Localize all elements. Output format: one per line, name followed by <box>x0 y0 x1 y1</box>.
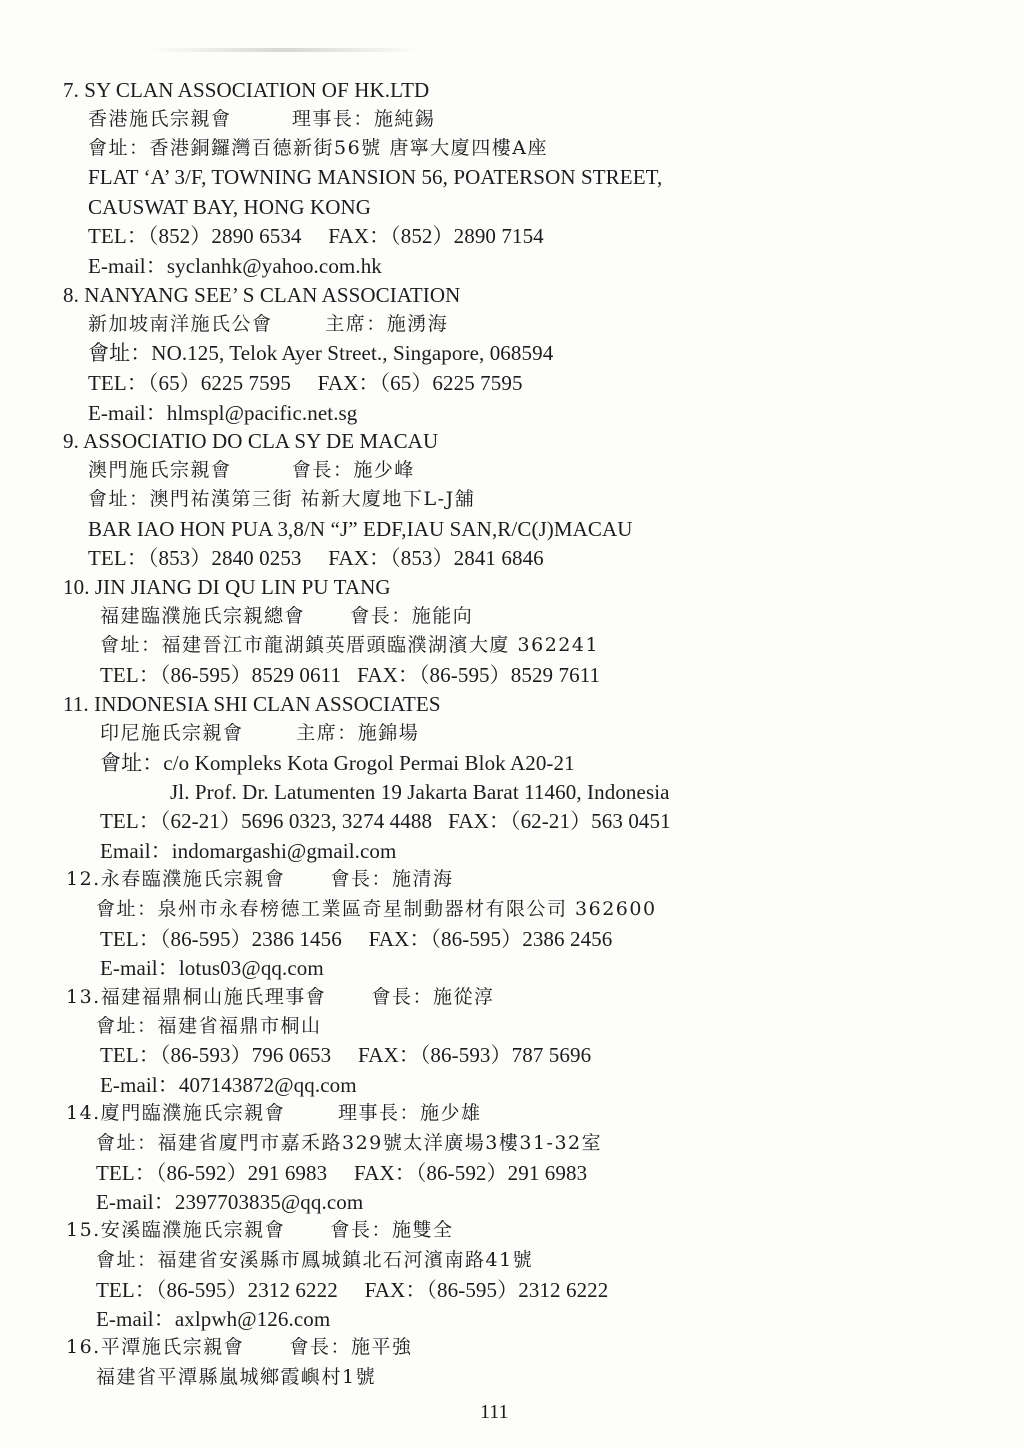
entry-address: 會址：福建省福鼎市桐山 <box>96 1015 322 1037</box>
entry-name-chair: 香港施氏宗親會 理事長：施純錫 <box>88 108 436 130</box>
entry-tel-fax: TEL：（65）6225 7595 FAX：（65）6225 7595 <box>88 371 523 395</box>
entry-tel-fax: TEL：（62-21）5696 0323, 3274 4488 FAX：（62-21）563 0451 <box>100 809 671 833</box>
entry-email: E-mail：axlpwh@126.com <box>96 1307 331 1331</box>
entry-address: 福建省平潭縣嵐城鄉霞嶼村1號 <box>96 1366 377 1388</box>
page-number: 111 <box>480 1401 509 1423</box>
entry-address-cont: Jl. Prof. Dr. Latumenten 19 Jakarta Barat 11460, Indonesia <box>170 780 670 804</box>
entry-heading: 12.永春臨濮施氏宗親會 會長：施清海 <box>66 868 454 890</box>
entry-address-en: FLAT ‘A’ 3/F, TOWNING MANSION 56, POATERSON STREET, <box>88 165 663 189</box>
entry-email: E-mail：hlmspl@pacific.net.sg <box>88 401 358 425</box>
entry-heading: 16.平潭施氏宗親會 會長：施平強 <box>66 1336 413 1358</box>
entry-heading: 8. NANYANG SEE’ S CLAN ASSOCIATION <box>63 283 461 307</box>
entry-heading: 11. INDONESIA SHI CLAN ASSOCIATES <box>63 692 441 716</box>
entry-email: E-mail：407143872@qq.com <box>100 1073 357 1097</box>
entry-email: Email：indomargashi@gmail.com <box>100 839 397 863</box>
entry-heading: 10. JIN JIANG DI QU LIN PU TANG <box>63 575 391 599</box>
entry-tel-fax: TEL：（853）2840 0253 FAX：（853）2841 6846 <box>88 546 544 570</box>
scan-artifact <box>150 48 420 52</box>
entry-tel-fax: TEL：（86-593）796 0653 FAX：（86-593）787 5696 <box>100 1043 592 1067</box>
entry-heading: 14.廈門臨濮施氏宗親會 理事長：施少雄 <box>66 1102 482 1124</box>
entry-address: 會址：福建省安溪縣市鳳城鎮北石河濱南路41號 <box>96 1249 534 1271</box>
entry-name-chair: 印尼施氏宗親會 主席：施錦場 <box>100 722 420 744</box>
entry-address-en: BAR IAO HON PUA 3,8/N “J” EDF,IAU SAN,R/C(J)MACAU <box>88 517 633 541</box>
entry-address: 會址：NO.125, Telok Ayer Street., Singapore, 068594 <box>88 341 554 365</box>
entry-heading: 13.福建福鼎桐山施氏理事會 會長：施從淳 <box>66 986 495 1008</box>
entry-tel-fax: TEL：（86-595）2386 1456 FAX：（86-595）2386 2456 <box>100 927 613 951</box>
entry-address-en: CAUSWAT BAY, HONG KONG <box>88 195 372 219</box>
entry-tel-fax: TEL：（852）2890 6534 FAX：（852）2890 7154 <box>88 224 544 248</box>
entry-name-chair: 澳門施氏宗親會 會長：施少峰 <box>88 459 415 481</box>
entry-address: 會址：福建省廈門市嘉禾路329號太洋廣場3樓31-32室 <box>96 1132 603 1154</box>
entry-email: E-mail：syclanhk@yahoo.com.hk <box>88 254 382 278</box>
entry-name-chair: 福建臨濮施氏宗親總會 會長：施能向 <box>100 605 474 627</box>
entry-heading: 7. SY CLAN ASSOCIATION OF HK.LTD <box>63 78 430 102</box>
entry-address: 會址：泉州市永春榜德工業區奇星制動器材有限公司 362600 <box>96 898 657 920</box>
entry-address: 會址：福建晉江市龍湖鎮英厝頭臨濮湖濱大廈 362241 <box>100 634 600 656</box>
entry-tel-fax: TEL：（86-595）8529 0611 FAX：（86-595）8529 7611 <box>100 663 601 687</box>
entry-address: 會址：c/o Kompleks Kota Grogol Permai Blok A20-21 <box>100 751 575 775</box>
entry-email: E-mail：2397703835@qq.com <box>96 1190 364 1214</box>
entry-tel-fax: TEL：（86-595）2312 6222 FAX：（86-595）2312 6222 <box>96 1278 609 1302</box>
entry-tel-fax: TEL：（86-592）291 6983 FAX：（86-592）291 6983 <box>96 1161 588 1185</box>
entry-name-chair: 新加坡南洋施氏公會 主席：施湧海 <box>88 313 449 335</box>
entry-email: E-mail：lotus03@qq.com <box>100 956 324 980</box>
entry-address: 會址：澳門祐漢第三街 祐新大廈地下L-J舖 <box>88 488 476 510</box>
entry-address: 會址：香港銅鑼灣百德新街56號 唐寧大廈四樓A座 <box>88 137 548 159</box>
entry-heading: 15.安溪臨濮施氏宗親會 會長：施雙全 <box>66 1219 454 1241</box>
entry-heading: 9. ASSOCIATIO DO CLA SY DE MACAU <box>63 429 439 453</box>
